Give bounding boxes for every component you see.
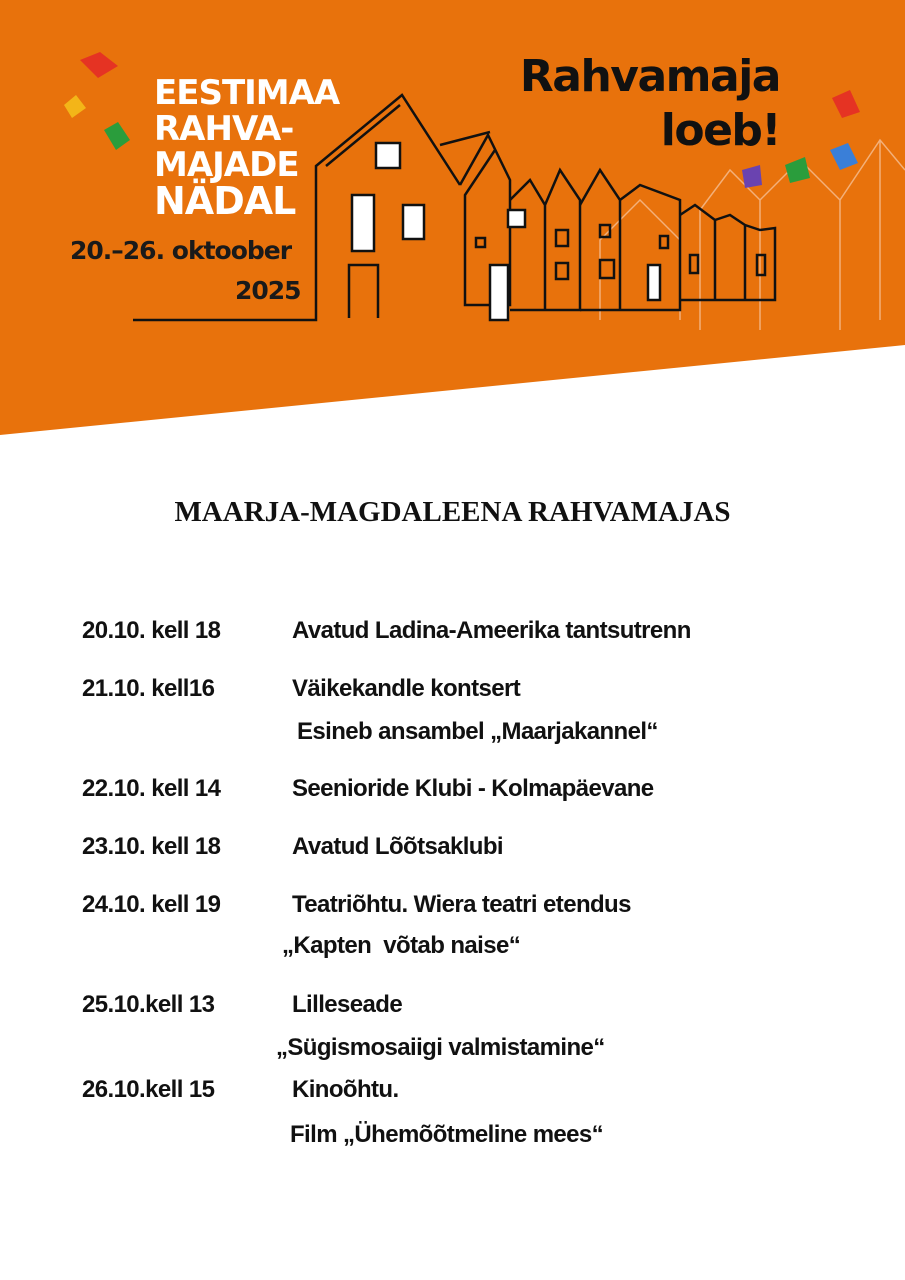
slogan xyxy=(498,50,780,158)
schedule-event-detail: „Kapten võtab naise“ xyxy=(282,932,521,959)
schedule-date: 21.10. kell16 xyxy=(82,675,215,702)
schedule-event: Seenioride Klubi - Kolmapäevane xyxy=(292,775,654,802)
schedule-event: Avatud Lõõtsaklubi xyxy=(292,833,503,860)
schedule-event-detail: „Sügismosaiigi valmistamine“ xyxy=(276,1034,605,1061)
schedule-event: Kinoõhtu. xyxy=(292,1076,399,1103)
schedule-date: 20.10. kell 18 xyxy=(82,617,221,644)
schedule-event: Avatud Ladina-Ameerika tantsutrenn xyxy=(292,617,691,644)
schedule-event-detail: Esineb ansambel „Maarjakannel“ xyxy=(297,718,658,745)
event-title-line: RAHVA- xyxy=(154,109,294,149)
schedule-event: Teatriõhtu. Wiera teatri etendus xyxy=(292,891,631,918)
event-title-line: NÄDAL xyxy=(154,179,296,223)
page-title: MAARJA-MAGDALEENA RAHVAMAJAS xyxy=(174,496,731,528)
slogan-line: Rahvamaja xyxy=(519,51,780,102)
schedule-event: Lilleseade xyxy=(292,991,403,1018)
schedule-date: 22.10. kell 14 xyxy=(82,775,221,802)
schedule-date: 25.10.kell 13 xyxy=(82,991,215,1018)
schedule-event: Väikekandle kontsert xyxy=(292,675,521,702)
schedule-event-detail: Film „Ühemõõtmeline mees“ xyxy=(290,1121,604,1148)
schedule-date: 26.10.kell 15 xyxy=(82,1076,215,1103)
event-year: 2025 xyxy=(235,276,301,305)
schedule-date: 23.10. kell 18 xyxy=(82,833,221,860)
header-banner xyxy=(0,0,905,440)
event-title-line: EESTIMAA xyxy=(154,73,340,113)
event-dates: 20.–26. oktoober xyxy=(70,236,292,265)
schedule-date: 24.10. kell 19 xyxy=(82,891,221,918)
event-title-line: MAJADE xyxy=(154,145,299,185)
slogan-line: loeb! xyxy=(660,105,780,156)
